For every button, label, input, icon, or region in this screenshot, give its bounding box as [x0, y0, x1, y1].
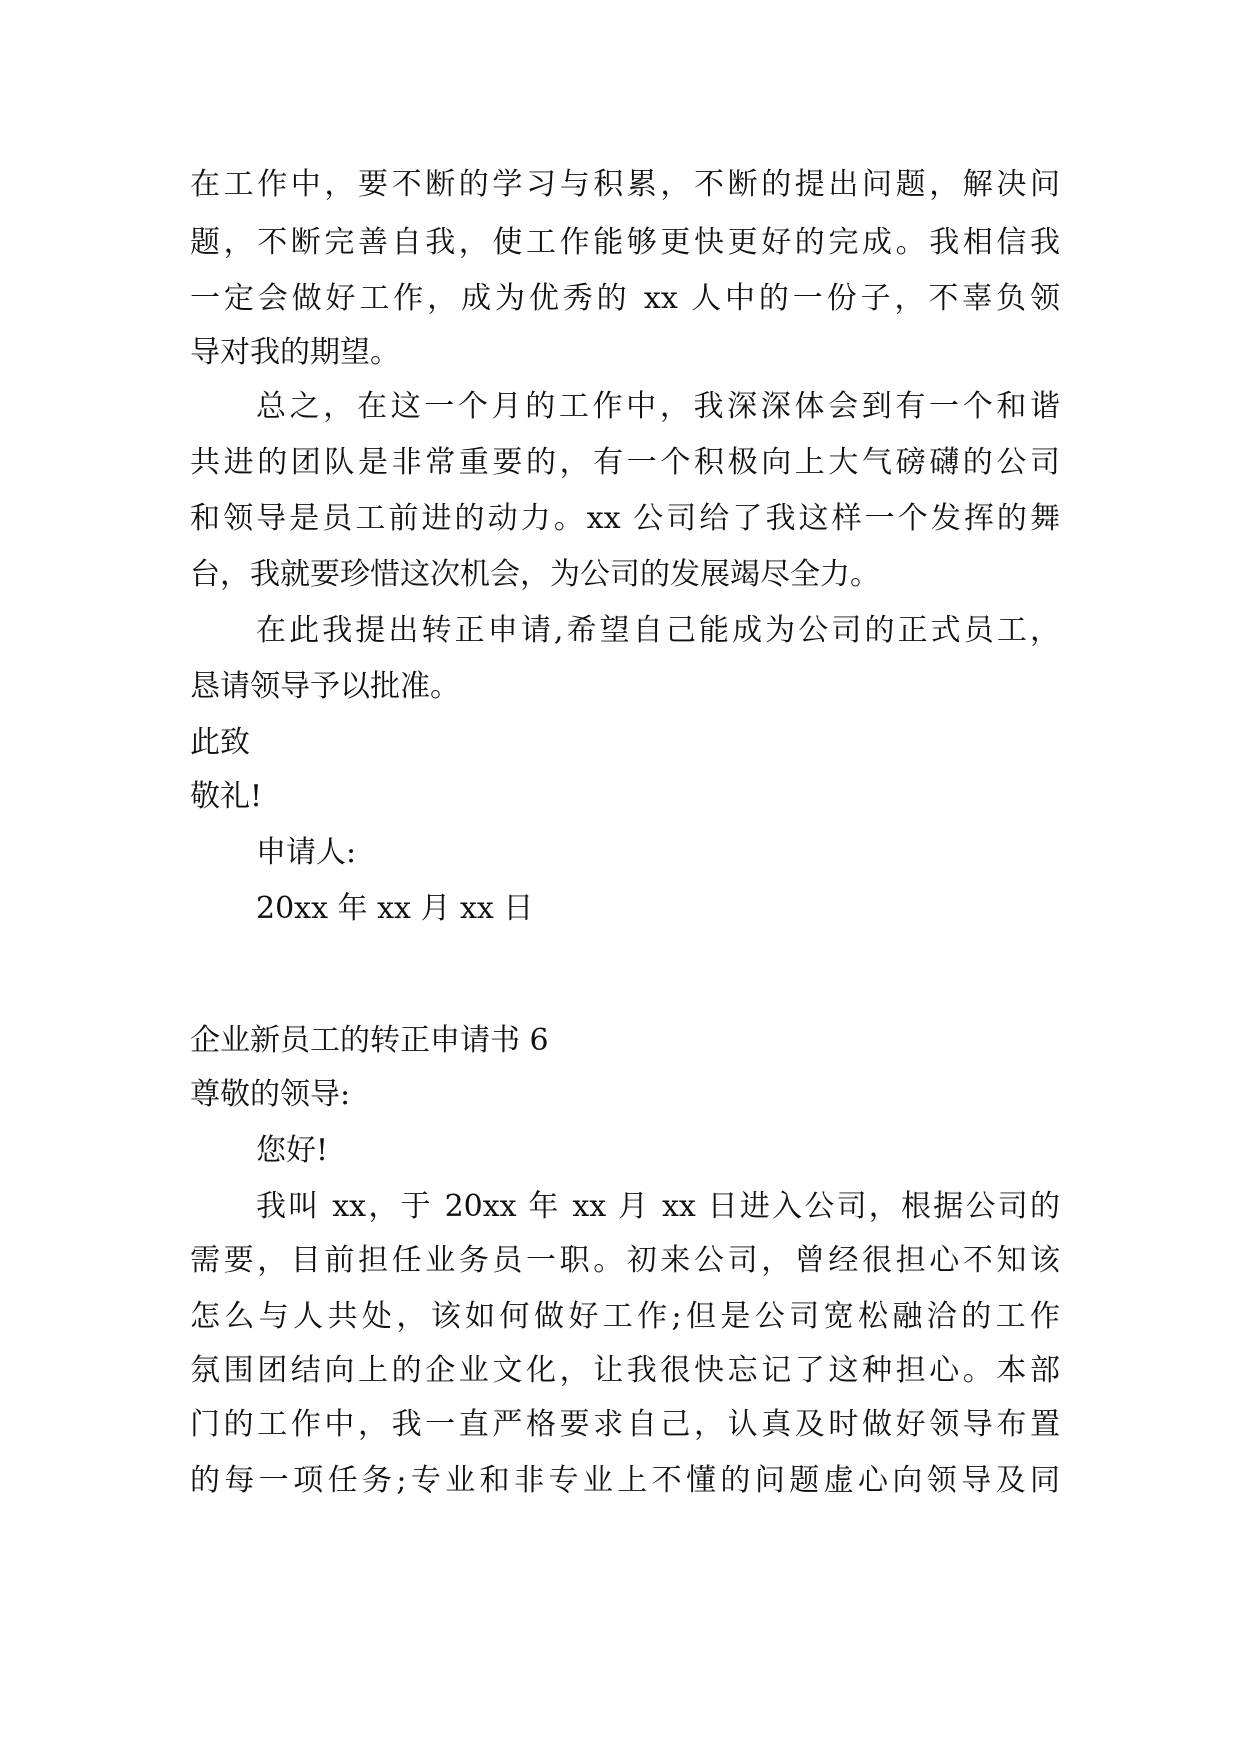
text-line: 共进的团队是非常重要的，有一个积极向上大气磅礴的公司	[190, 445, 1060, 480]
text-line: 导对我的期望。	[190, 335, 400, 370]
text-line: 在此我提出转正申请,希望自己能成为公司的正式员工，	[256, 613, 1060, 648]
closing-respect: 敬礼!	[190, 779, 263, 814]
text-line: 题，不断完善自我，使工作能够更快更好的完成。我相信我	[190, 225, 1060, 260]
greeting-line: 尊敬的领导:	[190, 1077, 351, 1112]
applicant-label: 申请人:	[256, 835, 357, 870]
text-line: 需要，目前担任业务员一职。初来公司，曾经很担心不知该	[190, 1243, 1060, 1278]
text-line: 和领导是员工前进的动力。xx 公司给了我这样一个发挥的舞	[190, 501, 1060, 536]
text-line: 门的工作中，我一直严格要求自己，认真及时做好领导布置	[190, 1407, 1060, 1442]
text-line: 台，我就要珍惜这次机会，为公司的发展竭尽全力。	[190, 557, 880, 592]
date-line: 20xx 年 xx 月 xx 日	[256, 891, 534, 926]
text-line: 我叫 xx，于 20xx 年 xx 月 xx 日进入公司，根据公司的	[256, 1189, 1060, 1224]
section-title: 企业新员工的转正申请书 6	[190, 1023, 549, 1058]
closing-salutation: 此致	[190, 725, 250, 760]
text-line: 怎么与人共处，该如何做好工作;但是公司宽松融洽的工作	[190, 1299, 1060, 1334]
text-line: 在工作中，要不断的学习与积累，不断的提出问题，解决问	[190, 167, 1060, 202]
hello-line: 您好!	[256, 1133, 329, 1168]
text-line: 恳请领导予以批准。	[190, 669, 460, 704]
text-line: 氛围团结向上的企业文化，让我很快忘记了这种担心。本部	[190, 1353, 1060, 1388]
text-line: 总之，在这一个月的工作中，我深深体会到有一个和谐	[256, 389, 1060, 424]
text-line: 一定会做好工作，成为优秀的 xx 人中的一份子，不辜负领	[190, 281, 1060, 316]
text-line: 的每一项任务;专业和非专业上不懂的问题虚心向领导及同	[190, 1463, 1060, 1498]
